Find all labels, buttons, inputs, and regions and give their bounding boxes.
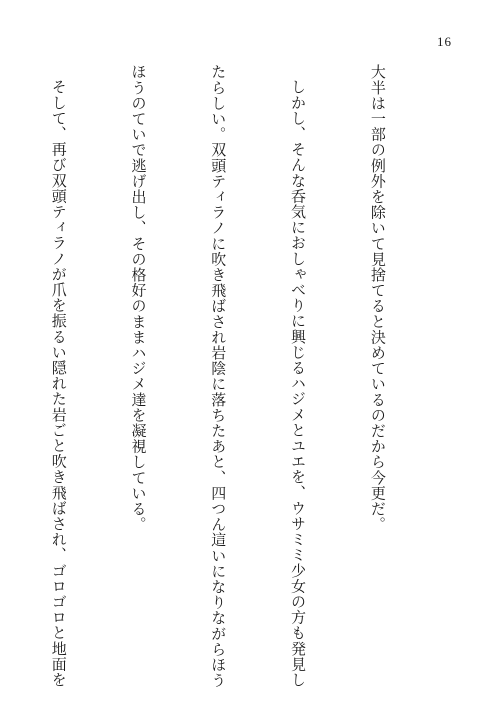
text-line: ほうのていで逃げ出し、その格好のままハジメ達を凝視している。 [129, 64, 148, 532]
page-number: 16 [437, 34, 452, 49]
text-line: しかし、そんな呑気におしゃべりに興じるハジメとユエを、ウサミミ少女の方も発見し [289, 79, 308, 688]
text-line: そして、再び双頭ティラノが爪を振るい隠れた岩ごと吹き飛ばされ、ゴロゴロと地面を [49, 79, 68, 688]
text-line: 大半は一部の例外を除いて見捨てると決めているのだから今更だ。 [368, 64, 387, 532]
vertical-text-block [0, 64, 444, 688]
text-line: たらしい。双頭ティラノに吹き飛ばされ岩陰に落ちたあと、四つん這いになりながらほう [209, 64, 228, 688]
